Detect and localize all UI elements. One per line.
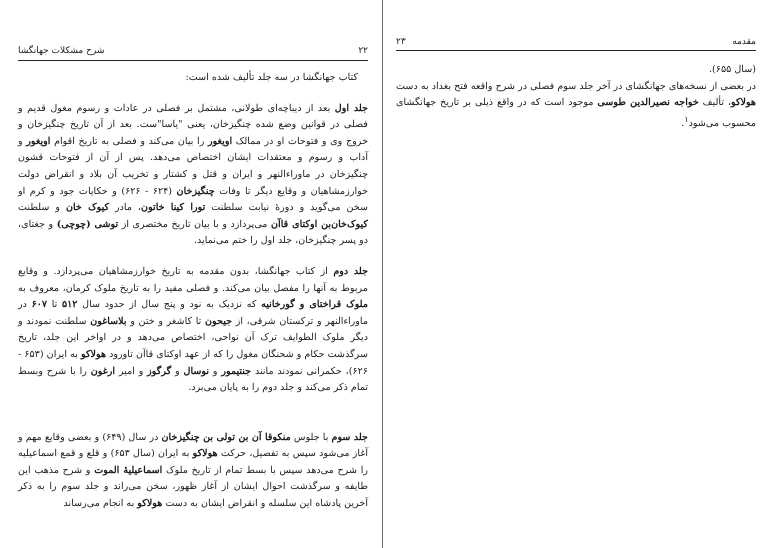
text-run: بعد از دیباچه‌ای طولانی، مشتمل بر فصلی در عادات و رسوم مغول قدیم و فصلی در قوانین وضع شده چنگیزخان، یعنی "یاسا"ست. بعد از آن تاریخ چنگیزخان و خروج وی و فتوحات او در ممالک: [18, 102, 368, 147]
text-run: از کتاب جهانگشا، بدون مقدمه به تاریخ خوارزمشاهیان می‌پردازد. و وقایع مربوط به آنها را مفصل بیان می‌کند. و فصلی مفید را به تاریخ ملوک کرمان، معروف به: [18, 265, 368, 294]
page-number: ۲۲: [358, 46, 368, 56]
left-page: [0, 0, 381, 548]
bold-term: هولاکو: [137, 498, 163, 510]
bold-term: اویغور: [207, 135, 233, 147]
header-rule: [396, 50, 756, 51]
bold-term: هولاکو: [81, 348, 107, 360]
text-run: تا کاشغر و ختن و: [126, 315, 206, 327]
text-run: و سلطنت: [18, 202, 66, 214]
text-run: به ایران (۶۵۳ - ۶۲۶)، حکمرانی نمودند مانند: [18, 348, 368, 377]
bold-term: ۵۱۲: [61, 299, 78, 311]
left-body: [18, 70, 368, 513]
text-run: (۶۲۴ - ۶۲۶) و حکایات جود و کرم او سخن می‌گوید و دورهٔ نیابت سلطنت: [18, 185, 368, 214]
bold-term: ارغون: [90, 365, 116, 377]
text-run: و امیر: [115, 365, 148, 377]
bold-term: جیحون: [205, 315, 233, 327]
bold-term: جلد سوم: [331, 431, 368, 443]
text-run: و: [171, 365, 184, 377]
bold-term: چنگیزخان: [176, 185, 215, 197]
left-page-header: [18, 46, 368, 60]
paragraph: [18, 264, 368, 397]
paragraph: [18, 101, 368, 250]
bold-term: کیوک خان: [65, 202, 110, 214]
text-run: در سال (۶۴۹) و بعضی وقایع مهم و آغاز می‌شود سپس به تفصیل، حرکت: [18, 431, 369, 460]
paragraph: [396, 62, 756, 79]
bold-term: اسماعیلیهٔ الموت: [94, 464, 163, 476]
text-run: به ایران (سال ۶۵۳) و قلع و قمع اسماعیلیه را شرح می‌دهد سپس با بسط تمام از تاریخ ملوک: [18, 448, 368, 476]
bold-term: اویغور: [26, 135, 51, 147]
bold-term: ملوک قراختای و گورخانیه: [261, 299, 368, 311]
text-run: را بیان می‌کند و فصلی به تاریخ اقوام: [50, 135, 208, 147]
text-run: به انجام می‌رساند: [63, 498, 138, 510]
bold-term: ۶۰۷: [31, 299, 48, 311]
text-run: موجود است که در واقع ذیلی بر تاریخ جهانگشای محسوب می‌شود: [396, 97, 756, 129]
paragraph: [396, 79, 756, 133]
text-run: ، مادر: [109, 202, 142, 214]
text-run: در ماوراءالنهر و ترکستان شرقی، از: [18, 299, 368, 327]
bold-term: هولاکو: [192, 448, 218, 460]
right-body: [396, 62, 756, 133]
bold-term: تورا کینا خاتون: [141, 202, 206, 214]
text-run: .: [681, 117, 685, 129]
text-run: و شرح مذهب این طایفه و سرگذشت احوال ایشان از آغاز ظهور، سخن می‌راند و جلد سوم را به ذکر آخرین پادشاه این سلسله و انقراض ایشان به دست: [18, 464, 368, 510]
intro-line: کتاب جهانگشا در سه جلد تألیف شده است:: [185, 72, 358, 83]
text-run: ، تألیف: [698, 97, 731, 109]
text-run: که نزدیک به نود و پنج سال از حدود سال: [77, 299, 262, 311]
text-run: با جلوس: [290, 431, 332, 443]
text-run: سلطنت نمودند و دیگر ملوک الطوایف ترک آن نواحی، اختصاص می‌دهد و در اواخر این جلد، تاریخ سرگذشت حکام و شحنگان مغول را که از عهد اوکتای قاآن تاورود: [18, 315, 369, 360]
bold-term: جنتیمور: [221, 365, 252, 377]
bold-term: منکوقا آن بن تولی بن چنگیزخان: [161, 431, 291, 443]
text-run: را با شرح وبسط تمام ذکر می‌کند و جلد دوم را به پایان می‌برد.: [18, 365, 368, 394]
text-run: و آداب و رسوم و معتقدات ایشان اختصاص می‌دهد. پس از آن از فتوحات قشون چنگیزخان در ماوراءالنهر و ایران و قتل و کشتار و تخریب آن بلاد و انقراض دولت خوارزمشاهیان و وقایع دیگر تا وفات: [18, 135, 369, 197]
text-run: و: [209, 365, 222, 377]
bold-term: خواجه نصیرالدین طوسی: [597, 97, 699, 109]
bold-term: نوسال: [183, 365, 210, 377]
running-title: مقدمه: [732, 37, 756, 47]
bold-term: بلاساغون: [90, 315, 127, 327]
text-run: تا: [47, 299, 62, 311]
book-spine: [382, 0, 383, 548]
footnote-marker: ۱: [684, 114, 689, 124]
text-run: و جغتای، دو پسر چنگیزخان، جلد اول را ختم می‌نماید.: [18, 218, 368, 247]
bold-term: گرگوز: [147, 365, 172, 377]
bold-term: کیوک‌خان‌بن اوکتای قاآن: [271, 218, 368, 230]
bold-term: جلد دوم: [333, 265, 368, 277]
bold-term: جلد اول: [334, 102, 368, 114]
text-run: می‌پردازد و با بیان تاریخ مختصری از: [118, 218, 272, 230]
right-page: [384, 0, 765, 548]
page-number: ۲۳: [396, 37, 406, 47]
running-title: شرح مشکلات جهانگشا: [18, 46, 105, 56]
text-run: (سال ۶۵۵).: [709, 64, 756, 75]
paragraph: [18, 430, 368, 513]
text-run: در بعضی از نسخه‌های جهانگشای در آخر جلد سوم فصلی در شرح واقعه فتح بغداد به دست: [396, 80, 756, 92]
header-rule: [18, 60, 368, 61]
right-page-header: [396, 37, 756, 51]
bold-term: توشی (چوچی): [56, 218, 119, 230]
bold-term: هولاکو: [730, 97, 756, 109]
